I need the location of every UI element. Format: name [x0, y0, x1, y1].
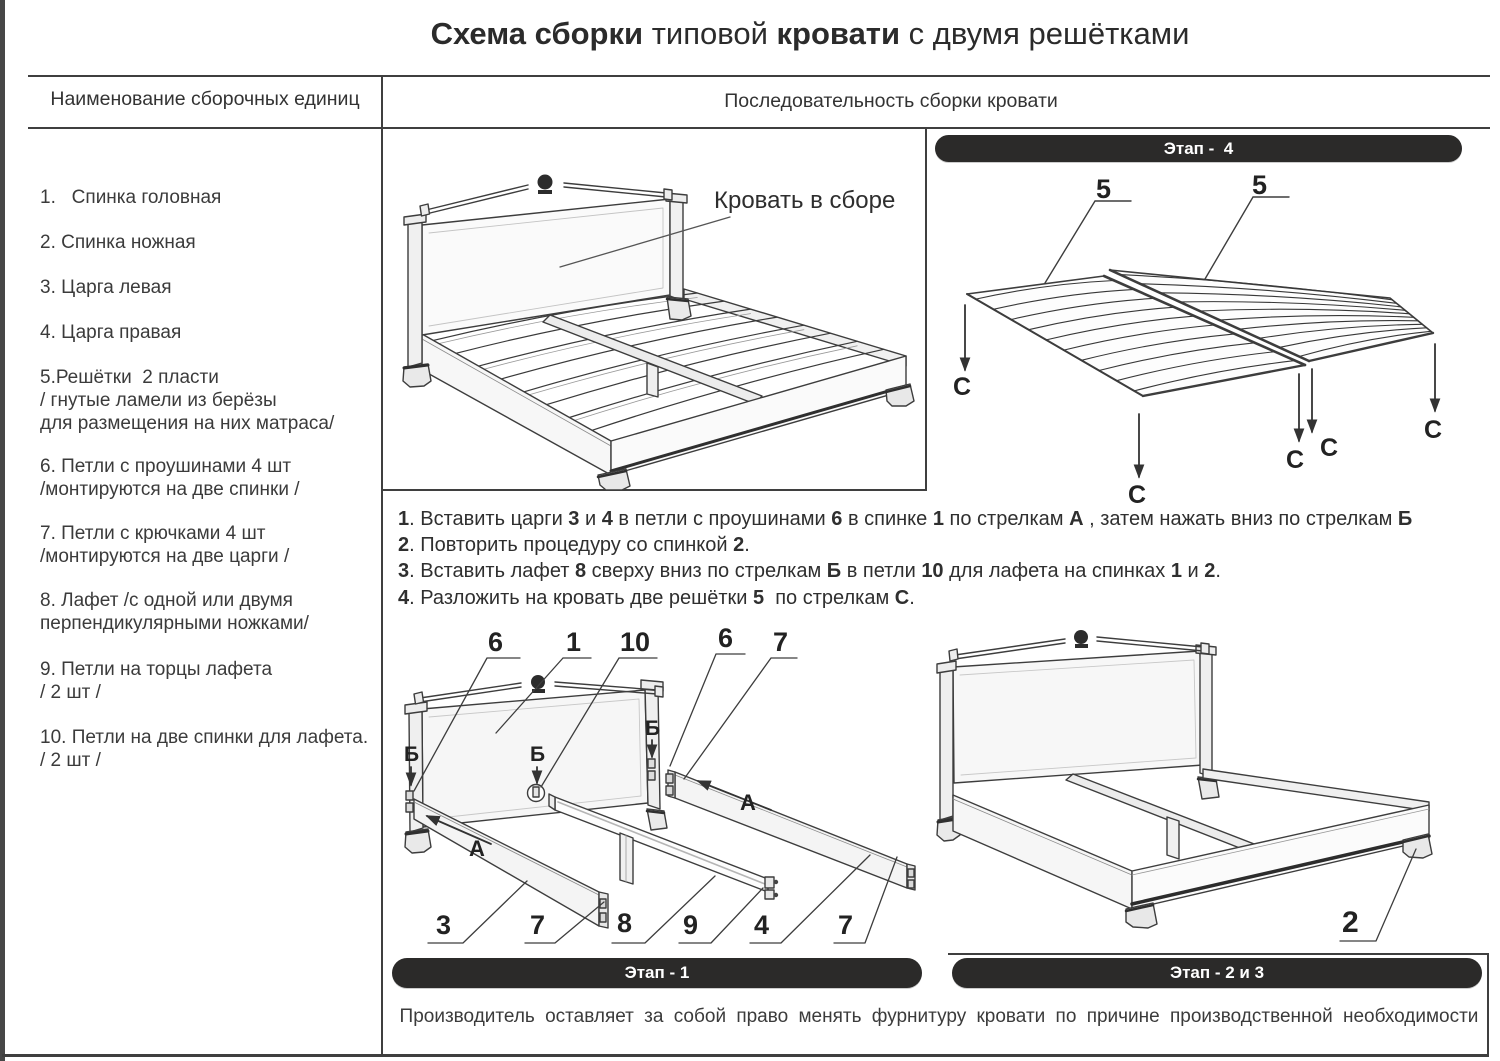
stage4-pill: Этап - 4 [935, 135, 1462, 162]
bottom-rule [2, 1054, 1489, 1057]
top-rule [28, 75, 1490, 77]
stage1-callout-8: 8 [617, 908, 633, 938]
stage4-callout-5a: 5 [1096, 174, 1112, 204]
stage1-callout-7b: 7 [530, 910, 546, 940]
stage1-pill: Этап - 1 [392, 958, 922, 988]
stage4-arrow-c1-label: С [953, 373, 972, 401]
stage1-callout-9: 9 [683, 910, 699, 940]
stage4-figure [935, 165, 1500, 510]
page-title: Схема сборки типовой кровати с двумя решётками [430, 16, 1190, 51]
instruction-1: 1. Вставить царги 3 и 4 в петли с проушинами 6 в спинке 1 по стрелкам А , затем нажать вниз по стрелкам Б [398, 508, 1413, 530]
stage1-callout-4: 4 [754, 910, 770, 940]
page-edge-bar [0, 0, 5, 1061]
assembled-bed-figure [382, 129, 925, 490]
sequence-column-header: Последовательность сборки кровати [724, 90, 1058, 112]
stage1-arrow-a1-label: А [469, 836, 485, 861]
stage1-callout-10: 10 [620, 627, 651, 657]
part-item-9: 9. Петли на торцы лафета / 2 шт / [40, 659, 273, 703]
part-item-2: 2. Спинка ножная [40, 232, 196, 253]
part-item-10: 10. Петли на две спинки для лафета. / 2 шт / [40, 727, 369, 771]
stage1-callout-7a: 7 [773, 627, 789, 657]
stage1-callout-6b: 6 [718, 623, 734, 653]
stage1-arrow-b2-label: Б [530, 743, 546, 766]
stage4-arrow-c3-label: С [1286, 446, 1305, 474]
right-border [1487, 953, 1489, 1056]
stage23-pill: Этап - 2 и 3 [952, 958, 1482, 988]
part-item-5: 5.Решётки 2 пласти / гнутые ламели из берёзы для размещения на них матраса/ [40, 367, 335, 434]
instruction-2: 2. Повторить процедуру со спинкой 2. [398, 534, 750, 556]
stage1-callout-1: 1 [566, 627, 582, 657]
footer-note: Производитель оставляет за собой право менять фурнитуру кровати по причине производственной необходимости [399, 1006, 1479, 1027]
stage23-bottom-rule [948, 953, 1489, 955]
part-item-1: 1. Спинка головная [40, 187, 222, 208]
instruction-3: 3. Вставить лафет 8 сверху вниз по стрелкам Б в петли 10 для лафета на спинках 1 и 2. [398, 560, 1221, 582]
stage4-callout-5b: 5 [1252, 170, 1268, 200]
parts-column-header: Наименование сборочных единиц [50, 88, 360, 110]
part-item-6: 6. Петли с проушинами 4 шт /монтируются на две спинки / [40, 456, 300, 500]
stage1-arrow-a2-label: А [740, 790, 756, 815]
stage4-arrow-c4-label: С [1320, 434, 1339, 462]
part-item-8: 8. Лафет /с одной или двумя перпендикулярными ножками/ [40, 590, 309, 634]
stage1-figure [383, 625, 930, 955]
stage1-callout-7c: 7 [838, 910, 854, 940]
assembled-box-right [925, 128, 927, 490]
stage1-callout-6a: 6 [488, 627, 504, 657]
part-item-3: 3. Царга левая [40, 277, 172, 298]
stage23-figure [935, 625, 1490, 953]
instruction-4: 4. Разложить на кровать две решётки 5 по стрелкам С. [398, 587, 915, 609]
assembled-bed-label: Кровать в сборе [714, 187, 896, 214]
part-item-7: 7. Петли с крючками 4 шт /монтируются на две царги / [40, 523, 290, 567]
stage1-arrow-b1-label: Б [404, 743, 420, 766]
stage1-callout-3: 3 [436, 910, 452, 940]
stage1-arrow-b3-label: Б [645, 717, 661, 740]
stage4-arrow-c5-label: С [1424, 416, 1443, 444]
stage23-callout-2: 2 [1342, 906, 1359, 939]
part-item-4: 4. Царга правая [40, 322, 182, 343]
stage4-arrow-c2-label: С [1128, 481, 1147, 509]
